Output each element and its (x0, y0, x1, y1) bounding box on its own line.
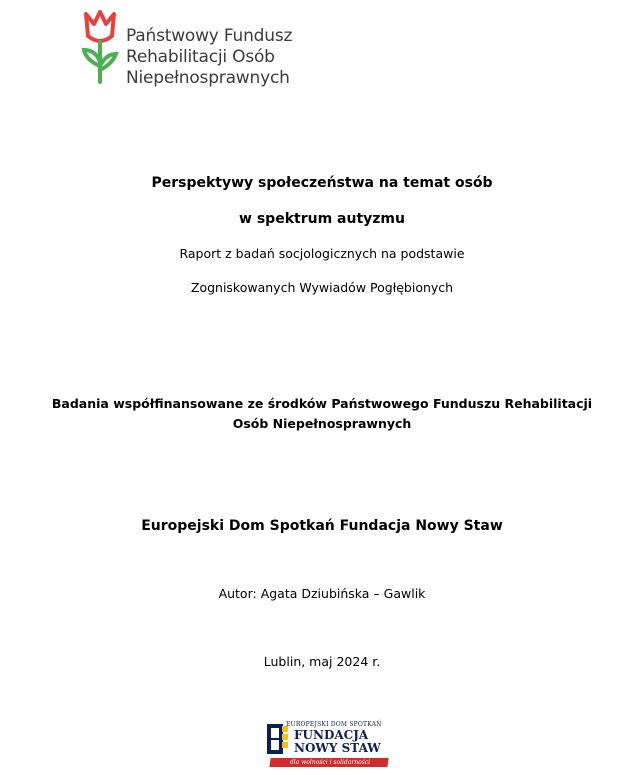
pfron-logo-line-1: Państwowy Fundusz (126, 26, 293, 46)
fundacja-top-text: EUROPEJSKI DOM SPOTKAŃ (286, 721, 382, 728)
tulip-icon (78, 10, 124, 86)
title-line-2: w spektrum autyzmu (239, 211, 405, 227)
fundacja-name-line-2: NOWY STAW (294, 741, 381, 755)
fundacja-nowy-staw-logo (266, 720, 390, 772)
pfron-logo-line-3: Niepełnosprawnych (126, 68, 290, 88)
funding-line-1: Badania współfinansowane ze środków Państwowego Funduszu Rehabilitacji (51, 396, 593, 411)
author-line: Autor: Agata Dziubińska – Gawlik (218, 586, 426, 601)
subtitle-line-1: Raport z badań socjologicznych na podstawie (179, 246, 465, 261)
pfron-logo (78, 10, 308, 90)
fundacja-tagline: dla wolności i solidarności (289, 759, 371, 766)
title-line-1: Perspektywy społeczeństwa na temat osób (151, 175, 493, 191)
fundacja-name (294, 729, 381, 755)
subtitle-line-2: Zogniskowanych Wywiadów Pogłębionych (190, 280, 454, 295)
pfron-logo-line-2: Rehabilitacji Osób (126, 47, 275, 67)
fundacja-name-line-1: FUNDACJA (294, 728, 369, 742)
place-date: Lublin, maj 2024 r. (263, 654, 381, 669)
funding-line-2: Osób Niepełnosprawnych (232, 416, 412, 431)
pfron-logo-text (126, 26, 292, 89)
organization-name: Europejski Dom Spotkań Fundacja Nowy Staw (141, 518, 503, 534)
